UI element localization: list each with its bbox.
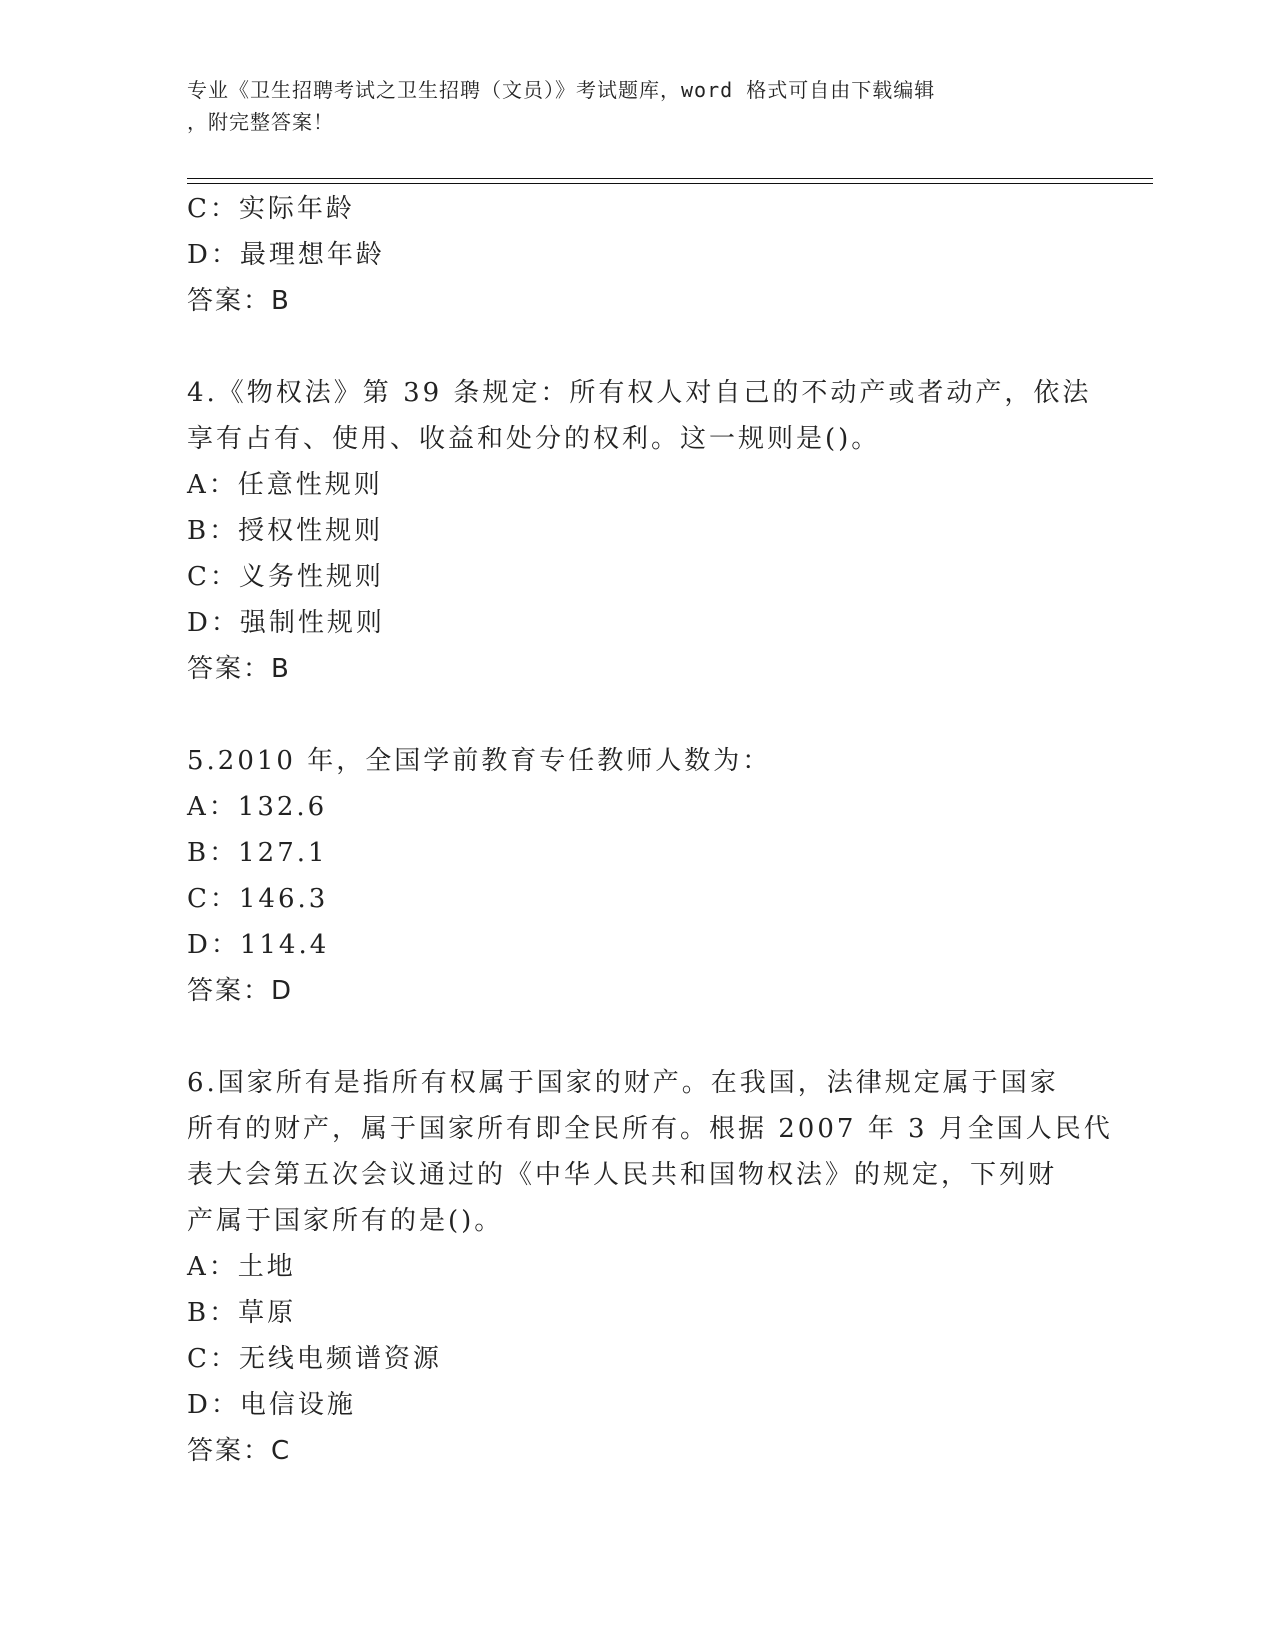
spacer [187, 324, 1087, 370]
option-c: C：146.3 [187, 884, 329, 914]
option-a: A：土地 [187, 1252, 296, 1282]
question-stem: 所有的财产，属于国家所有即全民所有。根据 2007 年 3 月全国人民代 [187, 1114, 1113, 1144]
answer-line: 答案：B [187, 286, 291, 316]
option-d: D：电信设施 [187, 1390, 356, 1420]
spacer [187, 692, 1087, 738]
option-d: D：强制性规则 [187, 608, 385, 638]
header-divider-bottom [187, 183, 1153, 184]
question-3-tail [187, 186, 1087, 324]
document-header [187, 74, 1067, 138]
spacer [187, 1014, 1087, 1060]
option-a: A：任意性规则 [187, 470, 383, 500]
answer-line: 答案：D [187, 976, 294, 1006]
question-4 [187, 370, 1092, 692]
question-list [187, 186, 1113, 1474]
header-divider-top [187, 178, 1153, 179]
question-6 [187, 1060, 1113, 1474]
answer-line: 答案：B [187, 654, 291, 684]
question-stem: 表大会第五次会议通过的《中华人民共和国物权法》的规定，下列财 [187, 1160, 1058, 1190]
option-b: B：授权性规则 [187, 516, 384, 546]
header-title-line1: 专业《卫生招聘考试之卫生招聘（文员）》考试题库，word 格式可自由下载编辑 [187, 78, 936, 102]
question-stem: 4.《物权法》第 39 条规定：所有权人对自己的不动产或者动产，依法 [187, 378, 1092, 408]
option-b: B：草原 [187, 1298, 297, 1328]
question-5 [187, 738, 1087, 1014]
option-a: A：132.6 [187, 792, 328, 822]
header-title-line2: ，附完整答案！ [187, 110, 334, 134]
option-c: C：实际年龄 [187, 194, 355, 224]
question-stem: 产属于国家所有的是()。 [187, 1206, 504, 1236]
question-stem: 5.2010 年，全国学前教育专任教师人数为： [187, 746, 772, 776]
option-c: C：义务性规则 [187, 562, 384, 592]
option-d: D：114.4 [187, 930, 330, 960]
option-b: B：127.1 [187, 838, 328, 868]
answer-line: 答案：C [187, 1436, 292, 1466]
option-d: D：最理想年龄 [187, 240, 385, 270]
question-stem: 6.国家所有是指所有权属于国家的财产。在我国，法律规定属于国家 [187, 1068, 1059, 1098]
question-stem: 享有占有、使用、收益和处分的权利。这一规则是()。 [187, 424, 881, 454]
option-c: C：无线电频谱资源 [187, 1344, 442, 1374]
